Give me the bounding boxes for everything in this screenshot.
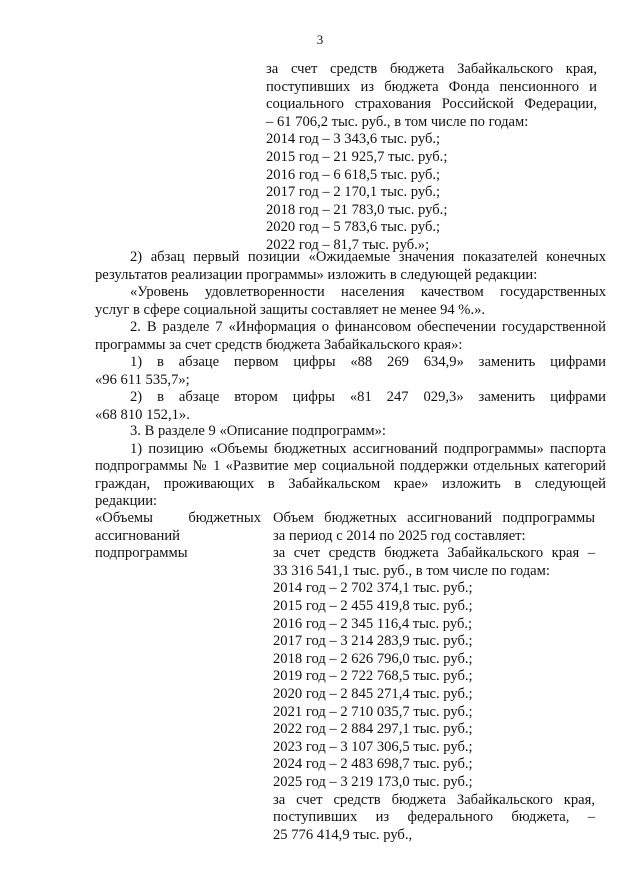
table-text-line: поступивших из федерального бюджета, – xyxy=(273,809,595,826)
year-line: 2022 год – 2 884 297,1 тыс. руб.; xyxy=(273,721,473,738)
justified-line: поступивших из бюджета Фонда пенсионного и xyxy=(266,78,597,95)
year-line: 2021 год – 2 710 035,7 тыс. руб.; xyxy=(273,703,473,720)
year-line: 2025 год – 3 219 173,0 тыс. руб.; xyxy=(273,773,473,790)
year-line: 2019 год – 2 722 768,5 тыс. руб.; xyxy=(273,668,473,685)
year-line: 2018 год – 2 626 796,0 тыс. руб.; xyxy=(273,650,473,667)
justified-line: за счет средств бюджета Забайкальского края, xyxy=(266,61,597,77)
year-line: 2023 год – 3 107 306,5 тыс. руб.; xyxy=(273,738,473,755)
text-line: граждан, проживающих в Забайкальском крае» изложить в следующей xyxy=(95,475,606,492)
table-label-line: ассигнований xyxy=(95,527,180,544)
year-line: 2020 год – 5 783,6 тыс. руб.; xyxy=(266,219,441,236)
text-line: результатов реализации программы» изложить в следующей редакции: xyxy=(95,266,538,283)
text-line: 3. В разделе 9 «Описание подпрограмм»: xyxy=(130,423,386,439)
text-line: 2) в абзаце втором цифры «81 247 029,3» заменить цифрами xyxy=(130,389,606,406)
text-line: редакции: xyxy=(95,493,158,510)
funding-pension-fund-block xyxy=(266,61,597,255)
year-line: 2016 год – 2 345 116,4 тыс. руб.; xyxy=(273,615,473,632)
text-line: 1) позицию «Объемы бюджетных ассигнований подпрограммы» паспорта xyxy=(130,440,606,457)
text-line: услуг в сфере социальной защиты составляет не менее 94 %.». xyxy=(95,301,486,318)
section-9-paragraph xyxy=(95,423,606,511)
text-line: «96 611 535,7»; xyxy=(95,371,190,388)
table-left-column xyxy=(95,510,261,563)
year-line: 2014 год – 3 343,6 тыс. руб.; xyxy=(266,131,441,148)
table-right-column xyxy=(273,510,595,844)
year-line: 2018 год – 21 783,0 тыс. руб.; xyxy=(266,201,448,218)
table-text-line: 25 776 414,9 тыс. руб., xyxy=(273,826,413,843)
table-text-line: Объем бюджетных ассигнований подпрограммы xyxy=(273,510,595,526)
year-line: 2024 год – 2 483 698,7 тыс. руб.; xyxy=(273,756,473,773)
text-line: 1) в абзаце первом цифры «88 269 634,9» заменить цифрами xyxy=(130,354,606,371)
year-line: 2017 год – 2 170,1 тыс. руб.; xyxy=(266,184,441,201)
table-label-line: «Объемы бюджетных xyxy=(95,510,261,526)
text-line: 2. В разделе 7 «Информация о финансовом обеспечении государственной xyxy=(130,319,606,335)
justified-line: социального страхования Российской Федерации, xyxy=(266,96,597,113)
year-line: 2022 год – 81,7 тыс. руб.»; xyxy=(266,236,430,253)
table-text-line: за период с 2014 по 2025 год составляет: xyxy=(273,527,526,544)
text-line: программы за счет средств бюджета Забайкальского края»: xyxy=(95,336,463,353)
year-line: 2015 год – 2 455 419,8 тыс. руб.; xyxy=(273,597,473,614)
page-number: 3 xyxy=(316,32,324,47)
year-line: 2020 год – 2 845 271,4 тыс. руб.; xyxy=(273,685,473,702)
year-line: 2014 год – 2 702 374,1 тыс. руб.; xyxy=(273,580,473,597)
item-2-paragraph xyxy=(95,249,606,319)
section-7-paragraph xyxy=(95,319,606,425)
table-text-line: за счет средств бюджета Забайкальского края, xyxy=(273,791,595,808)
text-line: подпрограммы № 1 «Развитие мер социальной поддержки отдельных категорий xyxy=(95,458,606,475)
year-line: 2016 год – 6 618,5 тыс. руб.; xyxy=(266,166,441,183)
year-line: 2017 год – 3 214 283,9 тыс. руб.; xyxy=(273,633,473,650)
text-line: «Уровень удовлетворенности населения качеством государственных xyxy=(130,284,606,301)
year-line: 2015 год – 21 925,7 тыс. руб.; xyxy=(266,148,448,165)
table-text-line: за счет средств бюджета Забайкальского края – xyxy=(273,545,595,562)
text-line: «68 810 152,1». xyxy=(95,406,190,423)
text-line: 2) абзац первый позиции «Ожидаемые значения показателей конечных xyxy=(130,249,606,265)
total-line: – 61 706,2 тыс. руб., в том числе по годам: xyxy=(266,113,529,130)
table-label-line: подпрограммы xyxy=(95,545,188,562)
table-text-line: 33 316 541,1 тыс. руб., в том числе по годам: xyxy=(273,562,550,579)
